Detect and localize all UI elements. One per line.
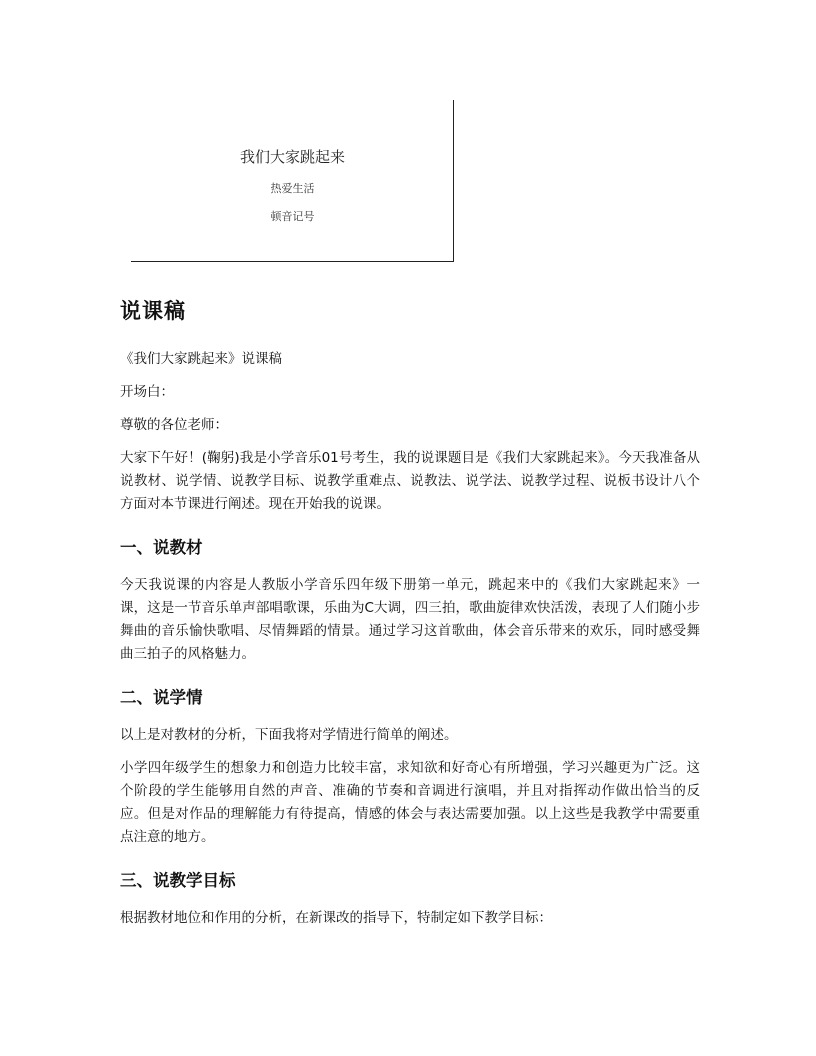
slide-subtitle-2: 顿音记号	[270, 210, 315, 223]
slide-title: 我们大家跳起来	[239, 148, 345, 166]
section-heading-objectives: 三、说教学目标	[120, 871, 236, 890]
greeting: 尊敬的各位老师：	[120, 417, 228, 433]
section-paragraph: 今天我说课的内容是人教版小学音乐四年级下册第一单元，跳起来中的《我们大家跳起来》一课，这是一节音乐单声部唱歌课，乐曲为C大调，四三拍，歌曲旋律欢快活泼，表现了人们随小步舞曲的音乐愉快歌唱、尽情舞蹈的情景。通过学习这首歌曲，体会音乐带来的欢乐，同时感受舞曲三拍子的风格魅力。	[120, 577, 700, 662]
intro-title: 《我们大家跳起来》说课稿	[120, 351, 282, 367]
section-paragraph: 以上是对教材的分析，下面我将对学情进行简单的阐述。	[120, 727, 458, 743]
slide-thumbnail	[131, 100, 454, 262]
opening-label: 开场白：	[120, 384, 174, 400]
section-paragraph: 根据教材地位和作用的分析，在新课改的指导下，特制定如下教学目标：	[120, 910, 552, 926]
document-body	[120, 296, 700, 940]
section-paragraph: 小学四年级学生的想象力和创造力比较丰富，求知欲和好奇心有所增强，学习兴趣更为广泛。这个阶段的学生能够用自然的声音、准确的节奏和音调进行演唱，并且对指挥动作做出恰当的反应。但是对作品的理解能力有待提高，情感的体会与表达需要加强。以上这些是我教学中需要重点注意的地方。	[120, 760, 700, 845]
section-heading-students: 二、说学情	[120, 688, 203, 707]
opening-paragraph: 大家下午好！(鞠躬)我是小学音乐01号考生，我的说课题目是《我们大家跳起来》。今天我准备从说教材、说学情、说教学目标、说教学重难点、说教法、说学法、说教学过程、说板书设计八个方面对本节课进行阐述。现在开始我的说课。	[120, 450, 700, 512]
slide-subtitle-1: 热爱生活	[270, 182, 315, 195]
document-title: 说课稿	[120, 299, 186, 323]
section-heading-textbook: 一、说教材	[120, 538, 203, 557]
